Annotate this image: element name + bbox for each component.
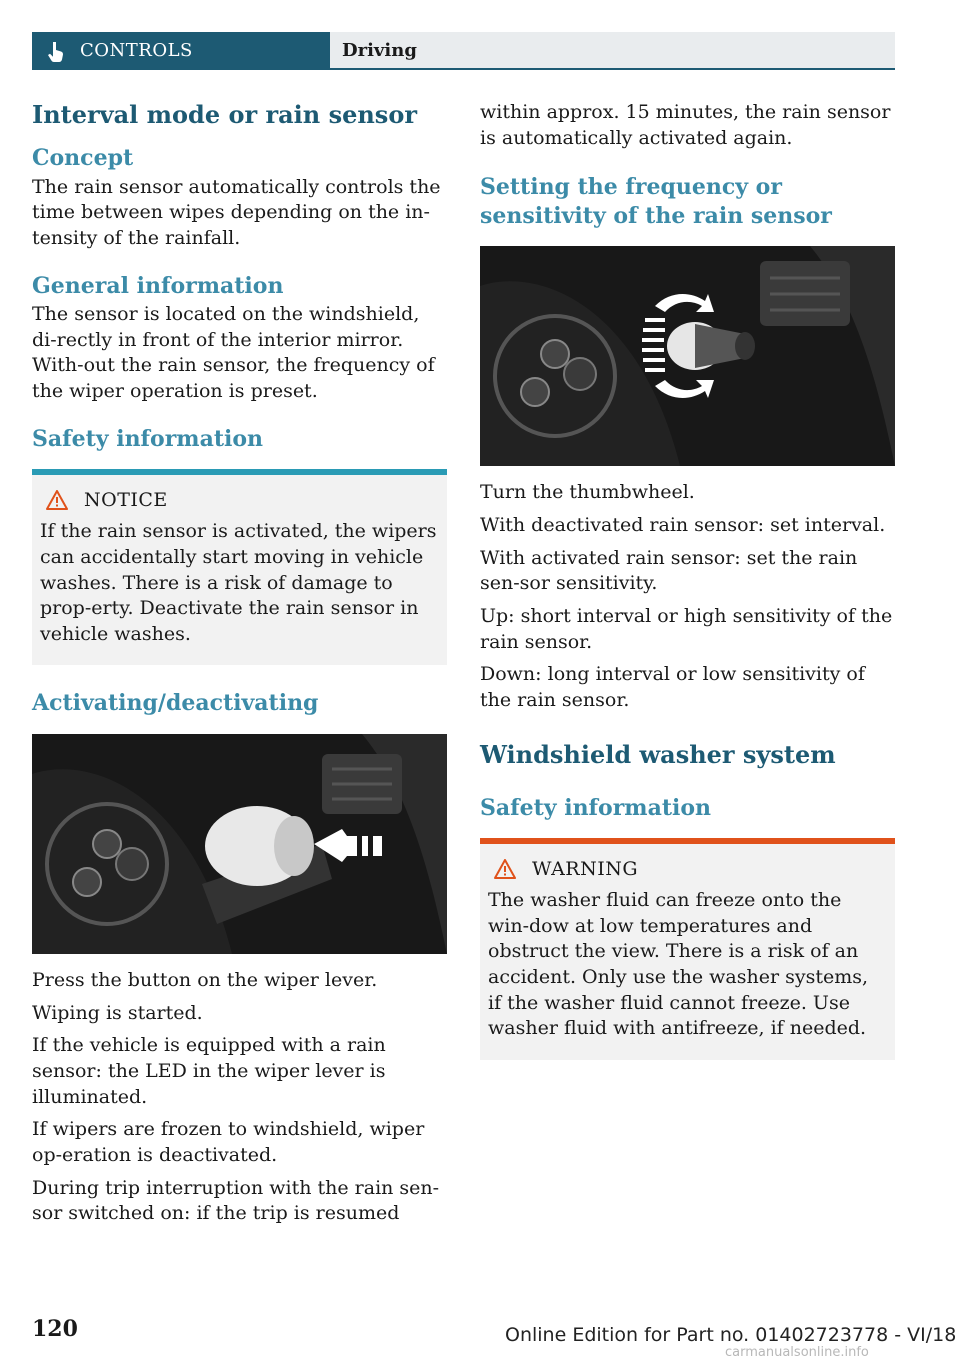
safety-heading: Safety information — [32, 425, 264, 452]
page-header — [32, 32, 895, 70]
deactivated-interval-text: With deactivated rain sensor: set interval. — [480, 514, 886, 537]
thumbwheel-photo — [480, 246, 895, 466]
up-text: Up: short interval or high sensitivity of the rain sensor. — [480, 605, 893, 653]
setting-heading: Setting the frequency or sensitivity of the rain sensor — [480, 174, 832, 229]
header-chapter-bar — [330, 32, 895, 70]
concept-heading: Concept — [32, 145, 134, 171]
warning-triangle-icon — [494, 859, 516, 879]
notice-text: If the rain sensor is activated, the wipers can accidentally start moving in vehicle washes. There is a risk of damage to prop-erty. Deactivate the rain sensor in vehicle washes. — [40, 520, 437, 645]
section-title: Interval mode or rain sensor — [32, 100, 417, 129]
watermark-text: carmanualsonline.info — [725, 1345, 869, 1360]
turn-thumbwheel-text: Turn the thumbwheel. — [480, 481, 695, 504]
warning-triangle-icon — [46, 490, 68, 510]
frozen-text: If wipers are frozen to windshield, wiper op-eration is deactivated. — [32, 1118, 425, 1166]
trip-interruption-text: During trip interruption with the rain sen-sor switched on: if the trip is resumed — [32, 1176, 440, 1225]
down-text: Down: long interval or low sensitivity of the rain sensor. — [480, 663, 865, 711]
press-button-text: Press the button on the wiper lever. — [32, 969, 378, 992]
activated-sensitivity-text: With activated rain sensor: set the rain sen-sor sensitivity. — [480, 546, 858, 595]
warning-box — [480, 838, 895, 1060]
header-section-tab — [32, 32, 330, 70]
notice-box — [32, 469, 447, 665]
led-text: If the vehicle is equipped with a rain sensor: the LED in the wiper lever is illuminated. — [32, 1034, 386, 1108]
wiper-lever-button-photo — [32, 734, 447, 954]
washer-system-title: Windshield washer system — [480, 739, 836, 769]
reactivation-text: within approx. 15 minutes, the rain sensor is automatically activated again. — [480, 101, 891, 149]
edition-text: Online Edition for Part no. 01402723778 - VI/18 — [505, 1324, 957, 1346]
header-section: CONTROLS — [80, 40, 193, 61]
concept-text: The rain sensor automatically controls the time between wipes depending on the in-tensity of the rainfall. — [32, 175, 441, 249]
activating-heading: Activating/deactivating — [32, 690, 319, 717]
right-column — [480, 100, 895, 1060]
wiping-started-text: Wiping is started. — [32, 1001, 203, 1024]
header-chapter: Driving — [342, 40, 417, 61]
left-column — [32, 100, 447, 1227]
page-number: 120 — [32, 1316, 78, 1342]
notice-header — [40, 489, 439, 511]
warning-title: WARNING — [532, 858, 639, 881]
warning-text: The washer fluid can freeze onto the win-dow at low temperatures and obstruct the view. There is a risk of an accident. Only use the washer systems, if the washer fluid cannot freeze. Use washer fluid with antifreeze, if needed. — [488, 889, 868, 1040]
washer-safety-heading: Safety information — [480, 794, 712, 821]
general-heading: General information — [32, 272, 284, 299]
general-text: The sensor is located on the windshield, di-rectly in front of the interior mirror. With-out the rain sensor, the frequency of the wiper operation is preset. — [32, 303, 435, 403]
pointing-hand-icon — [46, 41, 64, 63]
warning-header — [488, 858, 887, 880]
notice-title: NOTICE — [84, 489, 168, 512]
